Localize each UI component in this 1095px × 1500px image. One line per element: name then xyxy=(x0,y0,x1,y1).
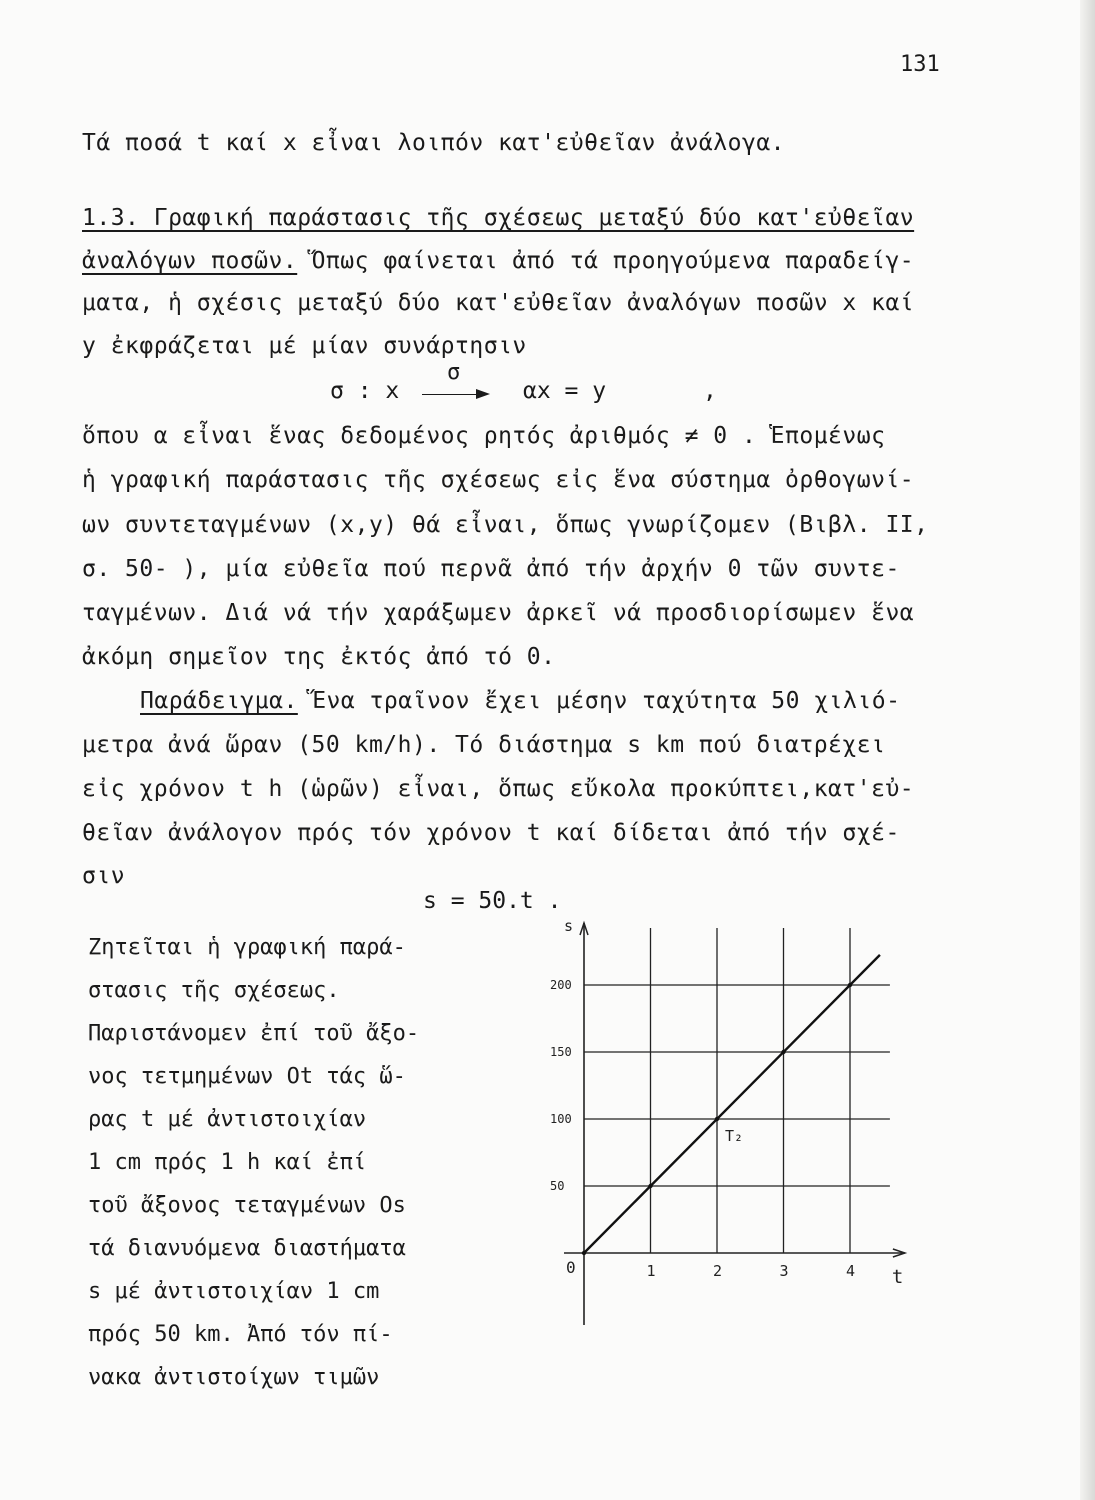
left-line-6: 1 cm πρός 1 h καί ἐπί xyxy=(88,1150,367,1175)
left-line-8: τά διανυόμενα διαστήματα xyxy=(88,1236,406,1261)
left-line-2: στασις τῆς σχέσεως. xyxy=(88,978,340,1003)
text-line-3-rest: Ὅπως φαίνεται ἀπό τά προηγούμενα παραδείγ- xyxy=(311,248,915,274)
data-point-3 xyxy=(715,1117,719,1121)
left-line-4: νος τετμημένων Οt τάς ὥ- xyxy=(88,1064,406,1089)
text-line-9: σ. 50- ), μία εὐθεῖα πού περνᾶ ἀπό τήν ἀρχήν 0 τῶν συντε- xyxy=(82,556,900,582)
section-heading: 1.3. Γραφική παράστασις τῆς σχέσεως μεταξύ δύο κατ'εὐθεῖαν xyxy=(82,205,915,231)
text-line-5: y ἐκφράζεται μέ μίαν συνάρτησιν xyxy=(82,333,527,359)
mapping-arrow-icon xyxy=(476,389,490,399)
formula-arrow-label: σ xyxy=(447,360,461,385)
text-line-12-rest: Ἕνα τραῖνον ἔχει μέσην ταχύτητα 50 χιλιό- xyxy=(312,688,901,714)
distance-formula: s = 50.t . xyxy=(423,888,562,914)
left-line-10: πρός 50 km. Ἀπό τόν πί- xyxy=(88,1322,393,1347)
data-point-2 xyxy=(648,1184,652,1188)
text-line-4: ματα, ἡ σχέσις μεταξύ δύο κατ'εὐθεῖαν ἀναλόγων ποσῶν x καί xyxy=(82,290,915,316)
text-line-14: εἰς χρόνον t h (ὡρῶν) εἶναι, ὅπως εὔκολα προκύπτει,κατ'εὐ- xyxy=(82,776,915,802)
left-line-5: ρας t μέ ἀντιστοιχίαν xyxy=(88,1107,367,1132)
y-tick-label-1: 50 xyxy=(550,1179,565,1193)
y-tick-label-4: 200 xyxy=(550,978,572,992)
page-number: 131 xyxy=(900,52,940,77)
text-line-10: ταγμένων. Διά νά τήν χαράξωμεν ἀρκεῖ νά προσδιορίσωμεν ἕνα xyxy=(82,600,915,626)
x-tick-label-4: 4 xyxy=(846,1262,856,1280)
mapping-arrow-line xyxy=(422,394,482,395)
y-tick-label-3: 150 xyxy=(550,1045,572,1059)
y-tick-label-2: 100 xyxy=(550,1112,572,1126)
formula-comma: , xyxy=(703,378,717,404)
text-line-1: Τά ποσά t καί x εἶναι λοιπόν κατ'εὐθεῖαν ἀνάλογα. xyxy=(82,130,786,156)
section-heading-continued: ἀναλόγων ποσῶν. xyxy=(82,248,298,274)
left-line-7: τοῦ ἄξονος τεταγμένων Οs xyxy=(88,1193,406,1218)
y-axis-label: s xyxy=(564,917,574,935)
left-line-11: νακα ἀντιστοίχων τιμῶν xyxy=(88,1365,380,1390)
distance-time-chart xyxy=(500,917,960,1380)
x-axis-label: t xyxy=(891,1266,904,1288)
x-tick-label-3: 3 xyxy=(779,1262,789,1280)
text-line-7: ἡ γραφική παράστασις τῆς σχέσεως εἰς ἕνα σύστημα ὀρθογωνί- xyxy=(82,467,915,493)
left-line-3: Παριστάνομεν ἐπί τοῦ ἄξο- xyxy=(88,1021,420,1046)
text-line-8: ων συντεταγμένων (x,y) θά εἶναι, ὅπως γνωρίζομεν (Βιβλ. ΙΙ, xyxy=(82,512,929,538)
data-point-5 xyxy=(848,983,852,987)
origin-label: 0 xyxy=(566,1258,576,1277)
formula-left: σ : x xyxy=(330,378,400,404)
text-line-15: θεῖαν ἀνάλογον πρός τόν χρόνον t καί δίδεται ἀπό τήν σχέ- xyxy=(82,820,900,846)
x-tick-label-1: 1 xyxy=(646,1262,656,1280)
left-line-1: Ζητεῖται ἡ γραφική παρά- xyxy=(88,935,406,960)
left-line-9: s μέ ἀντιστοιχίαν 1 cm xyxy=(88,1279,380,1304)
text-line-6: ὅπου α εἶναι ἕνας δεδομένος ρητός ἀριθμός ≠ 0 . Ἑπομένως xyxy=(82,423,886,449)
text-line-12 xyxy=(140,688,900,714)
series-line xyxy=(584,955,880,1253)
example-heading: Παράδειγμα. xyxy=(140,688,298,714)
x-tick-label-2: 2 xyxy=(713,1262,723,1280)
page-edge-shadow xyxy=(1080,0,1095,1500)
text-line-16: σιν xyxy=(82,863,126,889)
formula-right: αx = y xyxy=(523,378,607,404)
data-point-1 xyxy=(582,1251,586,1255)
data-point-4 xyxy=(781,1050,785,1054)
text-line-3 xyxy=(82,248,914,274)
text-line-13: μετρα ἀνά ὥραν (50 km/h). Τό διάστημα s km πού διατρέχει xyxy=(82,732,886,758)
text-line-11: ἀκόμη σημεῖον της ἐκτός ἀπό τό 0. xyxy=(82,644,556,670)
point-label-t2: T₂ xyxy=(725,1127,744,1145)
